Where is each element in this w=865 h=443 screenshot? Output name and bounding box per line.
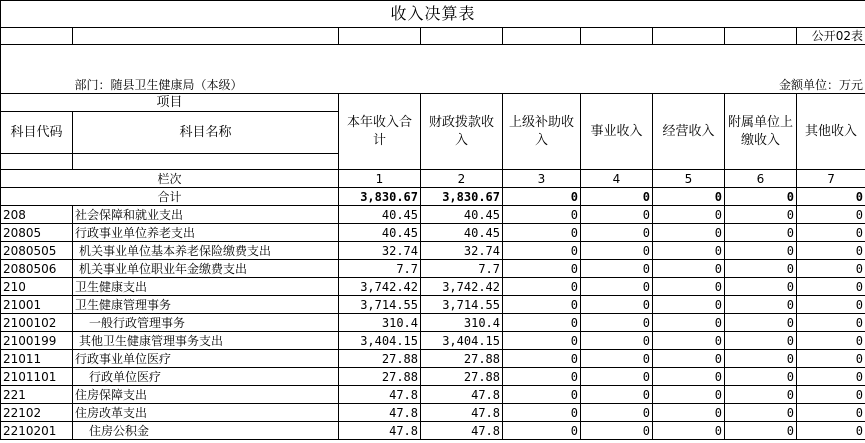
table-row xyxy=(1,224,865,242)
amount-cell: 0 xyxy=(653,242,725,260)
amount-cell: 3,742.42 xyxy=(421,278,503,296)
total-value: 0 xyxy=(653,188,725,206)
subject-name: 机关事业单位基本养老保险缴费支出 xyxy=(73,242,339,260)
subject-code: 2100102 xyxy=(1,314,73,332)
subject-name: 行政单位医疗 xyxy=(73,368,339,386)
subject-name: 卫生健康支出 xyxy=(73,278,339,296)
amount-cell: 0 xyxy=(653,278,725,296)
total-value: 0 xyxy=(503,188,581,206)
amount-cell: 47.8 xyxy=(421,422,503,440)
subject-code: 21011 xyxy=(1,350,73,368)
subject-name: 行政事业单位养老支出 xyxy=(73,224,339,242)
amount-cell: 0 xyxy=(725,422,797,440)
header-item: 项目 xyxy=(1,94,339,112)
table-row xyxy=(1,422,865,440)
subject-code: 2101101 xyxy=(1,368,73,386)
header-affiliated: 附属单位上缴收入 xyxy=(725,94,797,170)
table-row xyxy=(1,332,865,350)
table-row xyxy=(1,296,865,314)
total-value: 0 xyxy=(797,188,865,206)
amount-cell: 0 xyxy=(503,386,581,404)
amount-cell: 0 xyxy=(653,422,725,440)
amount-cell: 40.45 xyxy=(421,206,503,224)
amount-cell: 0 xyxy=(581,260,653,278)
subject-name: 一般行政管理事务 xyxy=(73,314,339,332)
amount-cell: 0 xyxy=(581,206,653,224)
amount-cell: 47.8 xyxy=(339,386,421,404)
column-number: 4 xyxy=(581,170,653,188)
total-value: 3,830.67 xyxy=(339,188,421,206)
amount-cell: 0 xyxy=(797,314,865,332)
table-row xyxy=(1,278,865,296)
amount-cell: 0 xyxy=(503,206,581,224)
amount-cell: 7.7 xyxy=(421,260,503,278)
subject-name: 住房改革支出 xyxy=(73,404,339,422)
amount-cell: 0 xyxy=(725,386,797,404)
total-value: 0 xyxy=(725,188,797,206)
amount-cell: 0 xyxy=(581,404,653,422)
amount-cell: 7.7 xyxy=(339,260,421,278)
column-number: 5 xyxy=(653,170,725,188)
amount-cell: 40.45 xyxy=(339,224,421,242)
amount-cell: 0 xyxy=(797,296,865,314)
amount-cell: 0 xyxy=(725,278,797,296)
amount-cell: 27.88 xyxy=(339,350,421,368)
total-value: 3,830.67 xyxy=(421,188,503,206)
table-row xyxy=(1,314,865,332)
amount-cell: 0 xyxy=(797,260,865,278)
amount-cell: 310.4 xyxy=(339,314,421,332)
column-number: 2 xyxy=(421,170,503,188)
amount-cell: 0 xyxy=(503,242,581,260)
amount-cell: 0 xyxy=(581,242,653,260)
subject-name: 其他卫生健康管理事务支出 xyxy=(73,332,339,350)
amount-cell: 0 xyxy=(653,386,725,404)
amount-cell: 47.8 xyxy=(339,404,421,422)
amount-cell: 0 xyxy=(581,386,653,404)
amount-cell: 3,404.15 xyxy=(421,332,503,350)
table-row xyxy=(1,404,865,422)
amount-cell: 0 xyxy=(725,350,797,368)
amount-cell: 3,714.55 xyxy=(421,296,503,314)
header-total-income: 本年收入合计 xyxy=(339,94,421,170)
amount-cell: 0 xyxy=(503,296,581,314)
table-title: 收入决算表 xyxy=(1,1,865,28)
amount-cell: 0 xyxy=(581,278,653,296)
amount-cell: 27.88 xyxy=(421,368,503,386)
column-number: 6 xyxy=(725,170,797,188)
amount-cell: 0 xyxy=(581,422,653,440)
amount-cell: 0 xyxy=(725,206,797,224)
amount-cell: 310.4 xyxy=(421,314,503,332)
header-code: 科目代码 xyxy=(1,112,73,154)
amount-cell: 0 xyxy=(797,206,865,224)
total-label: 合计 xyxy=(1,188,339,206)
amount-cell: 3,714.55 xyxy=(339,296,421,314)
amount-cell: 0 xyxy=(653,350,725,368)
amount-cell: 0 xyxy=(725,260,797,278)
amount-cell: 0 xyxy=(503,332,581,350)
amount-cell: 0 xyxy=(653,404,725,422)
header-operating: 经营收入 xyxy=(653,94,725,170)
amount-cell: 0 xyxy=(503,224,581,242)
subject-code: 221 xyxy=(1,386,73,404)
subject-code: 2080505 xyxy=(1,242,73,260)
amount-cell: 0 xyxy=(581,350,653,368)
header-fiscal: 财政拨款收入 xyxy=(421,94,503,170)
amount-cell: 0 xyxy=(503,314,581,332)
amount-cell: 0 xyxy=(725,368,797,386)
department-label: 部门：随县卫生健康局（本级） xyxy=(73,45,503,94)
subject-code: 210 xyxy=(1,278,73,296)
table-row xyxy=(1,350,865,368)
amount-cell: 0 xyxy=(653,332,725,350)
header-other: 其他收入 xyxy=(797,94,865,170)
amount-cell: 3,404.15 xyxy=(339,332,421,350)
column-number-label: 栏次 xyxy=(1,170,339,188)
amount-cell: 0 xyxy=(581,224,653,242)
amount-cell: 0 xyxy=(653,260,725,278)
amount-cell: 32.74 xyxy=(339,242,421,260)
amount-cell: 0 xyxy=(797,422,865,440)
column-number: 1 xyxy=(339,170,421,188)
subject-name: 机关事业单位职业年金缴费支出 xyxy=(73,260,339,278)
total-row xyxy=(1,188,865,206)
subject-name: 住房保障支出 xyxy=(73,386,339,404)
amount-cell: 0 xyxy=(797,332,865,350)
amount-cell: 0 xyxy=(797,368,865,386)
subject-name: 社会保障和就业支出 xyxy=(73,206,339,224)
amount-cell: 0 xyxy=(503,260,581,278)
amount-cell: 0 xyxy=(653,296,725,314)
amount-cell: 0 xyxy=(725,296,797,314)
amount-cell: 0 xyxy=(581,314,653,332)
amount-cell: 40.45 xyxy=(421,224,503,242)
subject-name: 住房公积金 xyxy=(73,422,339,440)
total-value: 0 xyxy=(581,188,653,206)
table-row xyxy=(1,368,865,386)
amount-cell: 0 xyxy=(797,278,865,296)
column-number: 7 xyxy=(797,170,865,188)
form-code: 公开02表 xyxy=(797,28,865,45)
table-row xyxy=(1,386,865,404)
amount-cell: 0 xyxy=(581,368,653,386)
amount-cell: 40.45 xyxy=(339,206,421,224)
subject-code: 20805 xyxy=(1,224,73,242)
column-number-row xyxy=(1,170,865,188)
amount-cell: 47.8 xyxy=(339,422,421,440)
column-number: 3 xyxy=(503,170,581,188)
amount-cell: 0 xyxy=(653,206,725,224)
amount-cell: 47.8 xyxy=(421,386,503,404)
amount-cell: 0 xyxy=(725,332,797,350)
amount-cell: 3,742.42 xyxy=(339,278,421,296)
amount-cell: 32.74 xyxy=(421,242,503,260)
amount-cell: 0 xyxy=(725,242,797,260)
amount-cell: 0 xyxy=(725,224,797,242)
amount-cell: 27.88 xyxy=(421,350,503,368)
header-business: 事业收入 xyxy=(581,94,653,170)
header-name: 科目名称 xyxy=(73,112,339,154)
amount-cell: 0 xyxy=(797,224,865,242)
header-superior: 上级补助收入 xyxy=(503,94,581,170)
amount-cell: 0 xyxy=(581,332,653,350)
amount-cell: 0 xyxy=(653,224,725,242)
amount-cell: 27.88 xyxy=(339,368,421,386)
amount-cell: 0 xyxy=(653,314,725,332)
subject-code: 2210201 xyxy=(1,422,73,440)
table-row xyxy=(1,242,865,260)
amount-cell: 0 xyxy=(797,404,865,422)
subject-code: 208 xyxy=(1,206,73,224)
amount-cell: 0 xyxy=(725,314,797,332)
unit-label: 金额单位：万元 xyxy=(653,45,865,94)
amount-cell: 0 xyxy=(503,422,581,440)
amount-cell: 0 xyxy=(503,278,581,296)
subject-code: 22102 xyxy=(1,404,73,422)
amount-cell: 0 xyxy=(503,350,581,368)
amount-cell: 0 xyxy=(797,242,865,260)
subject-name: 行政事业单位医疗 xyxy=(73,350,339,368)
table-row xyxy=(1,206,865,224)
subject-code: 21001 xyxy=(1,296,73,314)
subject-code: 2080506 xyxy=(1,260,73,278)
table-row xyxy=(1,260,865,278)
amount-cell: 0 xyxy=(581,296,653,314)
amount-cell: 47.8 xyxy=(421,404,503,422)
amount-cell: 0 xyxy=(725,404,797,422)
amount-cell: 0 xyxy=(503,404,581,422)
amount-cell: 0 xyxy=(797,350,865,368)
amount-cell: 0 xyxy=(503,368,581,386)
amount-cell: 0 xyxy=(797,386,865,404)
amount-cell: 0 xyxy=(653,368,725,386)
subject-code: 2100199 xyxy=(1,332,73,350)
subject-name: 卫生健康管理事务 xyxy=(73,296,339,314)
